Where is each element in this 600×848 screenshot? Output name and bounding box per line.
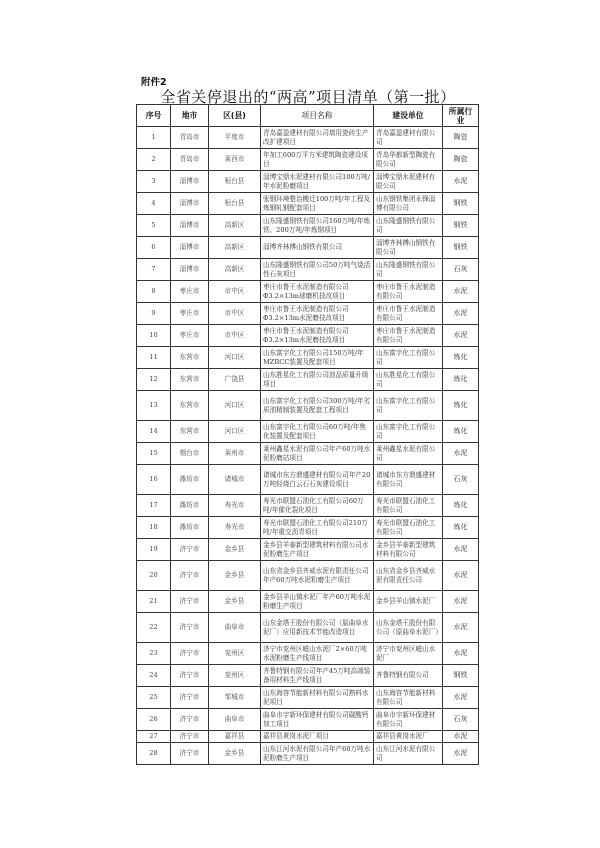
row-industry: 水泥 <box>443 281 479 303</box>
row-project-name: 山东胜星化工有限公司油品质量升级项目 <box>261 369 374 391</box>
table-row <box>137 127 479 149</box>
table-row <box>137 149 479 171</box>
row-city: 潍坊市 <box>171 517 209 539</box>
row-district: 金乡县 <box>209 539 261 561</box>
table-row <box>137 325 479 347</box>
row-project-name: 淄博齐林傅山钢铁有限公司 <box>261 237 374 259</box>
table-row <box>137 237 479 259</box>
row-industry: 水泥 <box>443 591 479 613</box>
header-industry: 所属行业 <box>443 105 479 127</box>
table-row <box>137 303 479 325</box>
row-industry: 水泥 <box>443 613 479 643</box>
row-city: 济宁市 <box>171 591 209 613</box>
table-header-row <box>137 105 479 127</box>
row-city: 枣庄市 <box>171 325 209 347</box>
row-index: 25 <box>137 687 171 709</box>
row-district: 金乡县 <box>209 591 261 613</box>
table-row <box>137 391 479 421</box>
row-project-name: 淄博宝鼎水泥建材有限公司100万吨/年水泥粉磨项目 <box>261 171 374 193</box>
row-city: 淄博市 <box>171 237 209 259</box>
row-project-name: 张钢环境整治搬迁100万吨/年工程及炼钢轧钢配套项目 <box>261 193 374 215</box>
row-construction-unit: 山东钢铁集团永锋淄博有限公司 <box>374 193 443 215</box>
row-industry: 陶瓷 <box>443 149 479 171</box>
row-project-name: 金乡县羊山镇水泥厂年产60万吨水泥粉磨生产项目 <box>261 591 374 613</box>
row-project-name: 山东金塔王股份有限公司（原曲阜水泥厂）应用新技术节能改造项目 <box>261 613 374 643</box>
table-row <box>137 369 479 391</box>
row-industry: 炼化 <box>443 369 479 391</box>
row-index: 14 <box>137 421 171 443</box>
row-industry: 水泥 <box>443 687 479 709</box>
row-project-name: 曲阜市宇新环保建材有限公司碳酸钙加工项目 <box>261 709 374 731</box>
row-construction-unit: 诸城市东方鼎盛建材有限公司 <box>374 465 443 495</box>
row-index: 10 <box>137 325 171 347</box>
row-index: 16 <box>137 465 171 495</box>
row-city: 济宁市 <box>171 687 209 709</box>
row-district: 兖州区 <box>209 665 261 687</box>
row-project-name: 年加工600万平方米建筑陶瓷建设项目 <box>261 149 374 171</box>
row-index: 12 <box>137 369 171 391</box>
row-city: 淄博市 <box>171 215 209 237</box>
row-project-name: 金乡县羊泰新型建筑材料有限公司水泥粉磨生产项目 <box>261 539 374 561</box>
row-index: 28 <box>137 743 171 765</box>
row-district: 莱州市 <box>209 443 261 465</box>
row-index: 18 <box>137 517 171 539</box>
row-index: 24 <box>137 665 171 687</box>
row-project-name: 山东隆盛钢铁有限公司160万吨/年炼铁、200万吨/年炼钢项目 <box>261 215 374 237</box>
row-industry: 水泥 <box>443 743 479 765</box>
row-industry: 水泥 <box>443 171 479 193</box>
row-project-name: 山东富宇化工有限公司60万吨/年焦化装置及配套项目 <box>261 421 374 443</box>
row-project-name: 寿光市联盟石油化工有限公司210万吨/年重交沥青项目 <box>261 517 374 539</box>
row-district: 市中区 <box>209 325 261 347</box>
project-list-table <box>136 104 479 765</box>
row-industry: 石灰 <box>443 465 479 495</box>
row-construction-unit: 金乡县羊山镇水泥厂 <box>374 591 443 613</box>
row-index: 7 <box>137 259 171 281</box>
row-city: 济宁市 <box>171 665 209 687</box>
row-industry: 石灰 <box>443 259 479 281</box>
row-project-name: 山东富宇化工有限公司150万吨/年MZRCC装置及配套项目 <box>261 347 374 369</box>
table-row <box>137 613 479 643</box>
table-row <box>137 347 479 369</box>
row-construction-unit: 山东江河水泥有限公司 <box>374 743 443 765</box>
row-city: 济宁市 <box>171 561 209 591</box>
row-construction-unit: 寿光市联盟石油化工有限公司 <box>374 517 443 539</box>
row-district: 河口区 <box>209 347 261 369</box>
table-row <box>137 421 479 443</box>
row-city: 东营市 <box>171 347 209 369</box>
row-index: 20 <box>137 561 171 591</box>
row-industry: 钢铁 <box>443 665 479 687</box>
row-city: 济宁市 <box>171 743 209 765</box>
row-industry: 炼化 <box>443 517 479 539</box>
table-row <box>137 687 479 709</box>
row-industry: 水泥 <box>443 325 479 347</box>
header-city: 地市 <box>171 105 209 127</box>
table-row <box>137 743 479 765</box>
row-city: 东营市 <box>171 369 209 391</box>
row-industry: 水泥 <box>443 443 479 465</box>
row-city: 济宁市 <box>171 709 209 731</box>
row-district: 河口区 <box>209 421 261 443</box>
row-construction-unit: 山东金塔王股份有限公司（原曲阜水泥厂） <box>374 613 443 643</box>
row-construction-unit: 山东富宇化工有限公司 <box>374 347 443 369</box>
row-district: 兖州区 <box>209 643 261 665</box>
row-construction-unit: 枣庄市鲁王水泥制造有限公司 <box>374 281 443 303</box>
row-industry: 炼化 <box>443 347 479 369</box>
table-row <box>137 465 479 495</box>
row-construction-unit: 金乡县羊泰新型建筑材料有限公司 <box>374 539 443 561</box>
row-district: 桓台县 <box>209 193 261 215</box>
row-index: 23 <box>137 643 171 665</box>
row-city: 淄博市 <box>171 171 209 193</box>
row-city: 青岛市 <box>171 127 209 149</box>
row-district: 诸城市 <box>209 465 261 495</box>
row-city: 济宁市 <box>171 643 209 665</box>
row-project-name: 寿光市联盟石油化工有限公司60万吨/年催化裂化项目 <box>261 495 374 517</box>
row-district: 高新区 <box>209 259 261 281</box>
row-district: 曲阜市 <box>209 709 261 731</box>
row-city: 枣庄市 <box>171 281 209 303</box>
row-construction-unit: 嘉祥县黄岗水泥厂 <box>374 731 443 743</box>
table-row <box>137 281 479 303</box>
row-index: 3 <box>137 171 171 193</box>
row-industry: 水泥 <box>443 539 479 561</box>
row-district: 市中区 <box>209 303 261 325</box>
row-city: 济宁市 <box>171 731 209 743</box>
attachment-label: 附件2 <box>141 77 167 88</box>
table-row <box>137 709 479 731</box>
row-construction-unit: 淄博齐林傅山钢铁有限公司 <box>374 237 443 259</box>
row-project-name: 齐鲁特钢有限公司年产45万吨高端装备用材料生产线项目 <box>261 665 374 687</box>
row-index: 19 <box>137 539 171 561</box>
row-industry: 陶瓷 <box>443 127 479 149</box>
row-city: 淄博市 <box>171 193 209 215</box>
row-construction-unit: 济宁市兖州区嵫山水泥厂 <box>374 643 443 665</box>
row-index: 2 <box>137 149 171 171</box>
row-district: 邹城市 <box>209 687 261 709</box>
row-city: 潍坊市 <box>171 465 209 495</box>
row-city: 济宁市 <box>171 613 209 643</box>
row-project-name: 枣庄市鲁王水泥制造有限公司Φ3.2×13m水泥磨技改项目 <box>261 303 374 325</box>
row-district: 嘉祥县 <box>209 731 261 743</box>
row-industry: 水泥 <box>443 561 479 591</box>
row-index: 26 <box>137 709 171 731</box>
row-construction-unit: 枣庄市鲁王水泥制造有限公司 <box>374 303 443 325</box>
row-index: 21 <box>137 591 171 613</box>
row-construction-unit: 青岛华都新型陶瓷有限公司 <box>374 149 443 171</box>
row-city: 淄博市 <box>171 259 209 281</box>
row-city: 济宁市 <box>171 539 209 561</box>
row-district: 金乡县 <box>209 743 261 765</box>
table-row <box>137 539 479 561</box>
table-row <box>137 665 479 687</box>
row-district: 桓台县 <box>209 171 261 193</box>
row-construction-unit: 山东海容节能新材料有限公司 <box>374 687 443 709</box>
row-project-name: 山东海容节能新材料有限公司熟料水泥项目 <box>261 687 374 709</box>
table-body <box>137 127 479 765</box>
row-district: 高新区 <box>209 237 261 259</box>
row-city: 东营市 <box>171 391 209 421</box>
table-row <box>137 443 479 465</box>
row-index: 1 <box>137 127 171 149</box>
row-index: 17 <box>137 495 171 517</box>
row-industry: 水泥 <box>443 303 479 325</box>
row-industry: 钢铁 <box>443 215 479 237</box>
table-row <box>137 561 479 591</box>
row-city: 青岛市 <box>171 149 209 171</box>
row-industry: 炼化 <box>443 391 479 421</box>
row-construction-unit: 山东富宇化工有限公司 <box>374 391 443 421</box>
table-row <box>137 215 479 237</box>
row-index: 6 <box>137 237 171 259</box>
row-construction-unit: 寿光市联盟石油化工有限公司 <box>374 495 443 517</box>
row-district: 曲阜市 <box>209 613 261 643</box>
row-district: 市中区 <box>209 281 261 303</box>
table-row <box>137 259 479 281</box>
row-district: 河口区 <box>209 391 261 421</box>
row-construction-unit: 淄博宝鼎水泥建材有限公司 <box>374 171 443 193</box>
row-project-name: 嘉祥县黄岗水泥厂项目 <box>261 731 374 743</box>
row-industry: 钢铁 <box>443 193 479 215</box>
header-index: 序号 <box>137 105 171 127</box>
table-row <box>137 591 479 613</box>
header-project: 项目名称 <box>261 105 374 127</box>
row-industry: 炼化 <box>443 421 479 443</box>
row-construction-unit: 莱州鑫星水泥有限公司 <box>374 443 443 465</box>
row-project-name: 山东江河水泥有限公司年产60万吨水泥粉磨生产项目 <box>261 743 374 765</box>
row-construction-unit: 枣庄市鲁王水泥制造有限公司 <box>374 325 443 347</box>
header-unit: 建设单位 <box>374 105 443 127</box>
table-row <box>137 495 479 517</box>
row-project-name: 山东隆盛钢铁有限公司50万吨气烧活性石灰项目 <box>261 259 374 281</box>
table-row <box>137 193 479 215</box>
row-industry: 石灰 <box>443 709 479 731</box>
row-industry: 钢铁 <box>443 237 479 259</box>
row-index: 11 <box>137 347 171 369</box>
row-construction-unit: 山东隆盛钢铁有限公司 <box>374 259 443 281</box>
row-index: 8 <box>137 281 171 303</box>
table-row <box>137 517 479 539</box>
row-district: 平度市 <box>209 127 261 149</box>
row-project-name: 枣庄市鲁王水泥制造有限公司Φ3.2×13m水泥磨技改项目 <box>261 325 374 347</box>
row-construction-unit: 青岛嘉盈建材有限公司 <box>374 127 443 149</box>
row-district: 高新区 <box>209 215 261 237</box>
row-city: 潍坊市 <box>171 495 209 517</box>
table-row <box>137 731 479 743</box>
row-city: 烟台市 <box>171 443 209 465</box>
row-industry: 水泥 <box>443 731 479 743</box>
row-city: 枣庄市 <box>171 303 209 325</box>
row-construction-unit: 山东胜星化工有限公司 <box>374 369 443 391</box>
document-title: 全省关停退出的“两高”项目清单（第一批） <box>160 88 456 106</box>
row-index: 27 <box>137 731 171 743</box>
row-construction-unit: 山东省金乡县齐威水泥有限责任公司 <box>374 561 443 591</box>
row-industry: 水泥 <box>443 643 479 665</box>
row-index: 22 <box>137 613 171 643</box>
row-index: 9 <box>137 303 171 325</box>
row-district: 莱西市 <box>209 149 261 171</box>
row-construction-unit: 曲阜市宇新环保建材有限公司 <box>374 709 443 731</box>
row-project-name: 山东富宇化工有限公司300万吨/年劣质油精制装置及配套工程项目 <box>261 391 374 421</box>
header-district: 区(县) <box>209 105 261 127</box>
row-district: 寿光市 <box>209 517 261 539</box>
row-index: 4 <box>137 193 171 215</box>
row-construction-unit: 齐鲁特钢有限公司 <box>374 665 443 687</box>
table-row <box>137 171 479 193</box>
row-city: 东营市 <box>171 421 209 443</box>
row-project-name: 诸城市东方鼎盛建材有限公司年产20万吨轻烧白云石石灰建设项目 <box>261 465 374 495</box>
row-project-name: 济宁市兖州区嵫山水泥厂2×60万吨水泥粉磨生产线项目 <box>261 643 374 665</box>
row-project-name: 山东省金乡县齐威水泥有限责任公司年产60万吨水泥粉磨生产项目 <box>261 561 374 591</box>
row-project-name: 枣庄市鲁王水泥制造有限公司Φ3.2×13m球磨机技改项目 <box>261 281 374 303</box>
row-district: 寿光市 <box>209 495 261 517</box>
row-index: 15 <box>137 443 171 465</box>
row-project-name: 青岛嘉盈建材有限公司墙用瓷砖生产改扩建项目 <box>261 127 374 149</box>
row-index: 13 <box>137 391 171 421</box>
table-row <box>137 643 479 665</box>
row-district: 广饶县 <box>209 369 261 391</box>
row-construction-unit: 山东隆盛钢铁有限公司 <box>374 215 443 237</box>
row-district: 金乡县 <box>209 561 261 591</box>
row-index: 5 <box>137 215 171 237</box>
row-project-name: 莱州鑫星水泥有限公司年产60万吨水泥粉磨站项目 <box>261 443 374 465</box>
row-construction-unit: 山东富宇化工有限公司 <box>374 421 443 443</box>
row-industry: 炼化 <box>443 495 479 517</box>
